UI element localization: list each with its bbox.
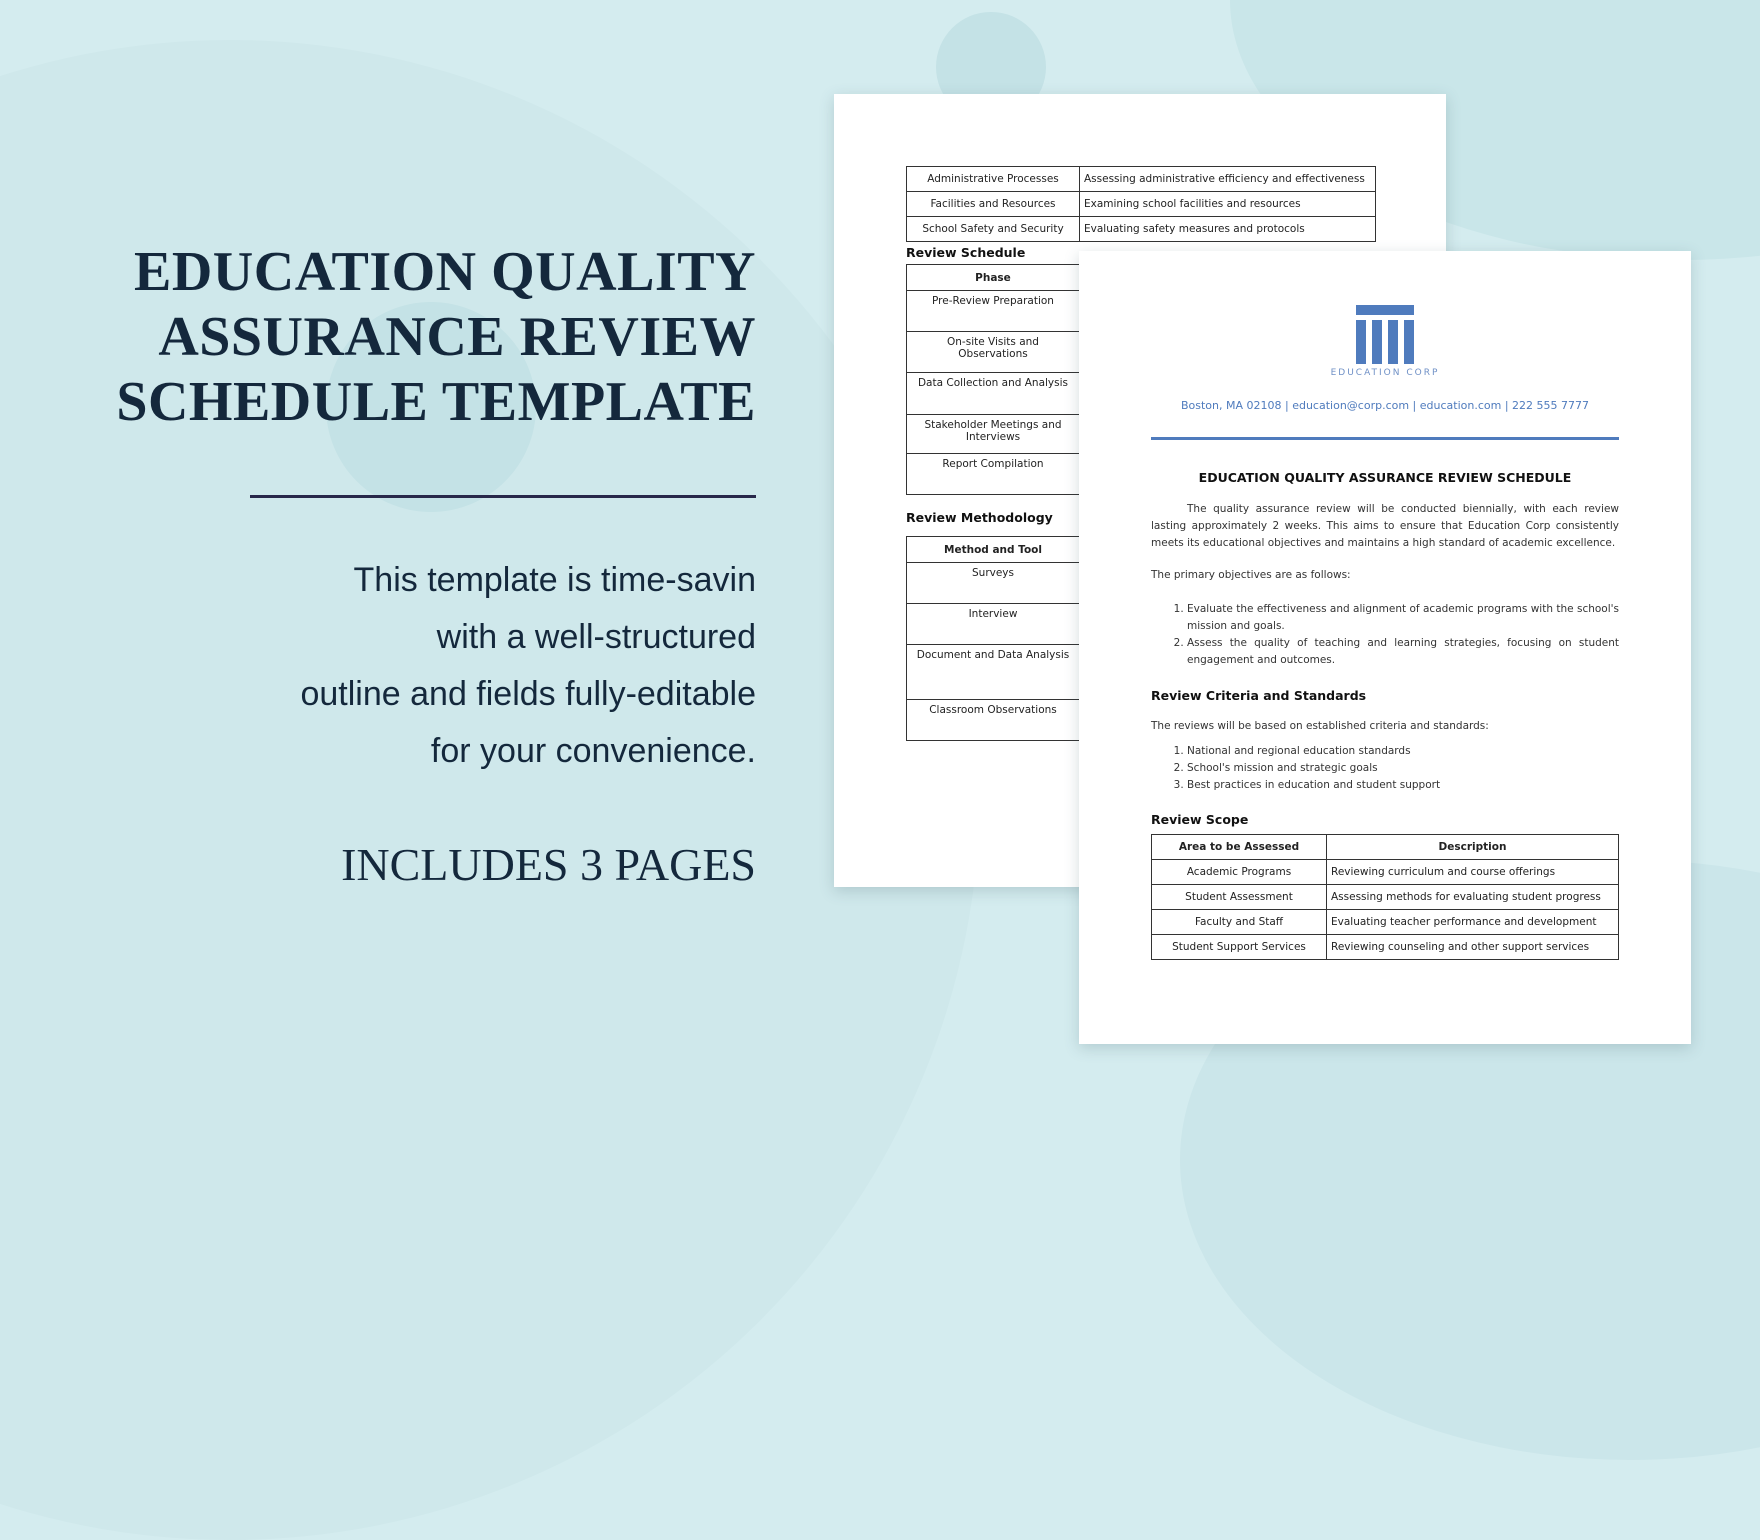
hero-title-line: ASSURANCE REVIEW bbox=[158, 306, 756, 368]
criteria-list bbox=[1151, 743, 1619, 794]
table-row bbox=[907, 167, 1376, 192]
table-row bbox=[907, 192, 1376, 217]
table-row bbox=[907, 332, 1080, 373]
objectives-list bbox=[1151, 601, 1619, 669]
table-row bbox=[907, 373, 1080, 415]
column-header: Description bbox=[1327, 835, 1619, 860]
document-page-front bbox=[1079, 251, 1691, 1044]
table-row bbox=[1152, 885, 1619, 910]
table-cell: Reviewing curriculum and course offerings bbox=[1327, 860, 1619, 885]
table-cell: Administrative Processes bbox=[907, 167, 1080, 192]
section-heading: Review Schedule bbox=[906, 245, 1026, 260]
list-item: 1. National and regional education standards bbox=[1187, 743, 1619, 760]
table-row bbox=[907, 454, 1080, 495]
hero-title-line: SCHEDULE TEMPLATE bbox=[116, 371, 756, 433]
table-row bbox=[907, 291, 1080, 332]
company-name: EDUCATION CORP bbox=[1330, 368, 1440, 378]
table-cell: Interview bbox=[907, 604, 1080, 645]
column-header: Phase bbox=[907, 265, 1080, 291]
table-row bbox=[907, 563, 1080, 604]
table-header-row bbox=[1152, 835, 1619, 860]
description-line: This template is time-savin bbox=[353, 561, 756, 599]
criteria-intro: The reviews will be based on established criteria and standards: bbox=[1151, 720, 1489, 732]
table-cell: Student Assessment bbox=[1152, 885, 1327, 910]
pages-count-label: INCLUDES 3 PAGES bbox=[341, 839, 756, 890]
scope-table bbox=[1151, 834, 1619, 960]
table-row bbox=[907, 604, 1080, 645]
list-item: 3. Best practices in education and student support bbox=[1187, 777, 1619, 794]
table-row bbox=[1152, 935, 1619, 960]
table-row bbox=[1152, 910, 1619, 935]
table-cell: Report Compilation bbox=[907, 454, 1080, 495]
section-heading: Review Methodology bbox=[906, 510, 1053, 525]
contact-line: Boston, MA 02108 | education@corp.com | education.com | 222 555 7777 bbox=[1180, 399, 1590, 412]
table-row bbox=[907, 645, 1080, 700]
description-line: for your convenience. bbox=[430, 732, 756, 770]
table-cell: Reviewing counseling and other support services bbox=[1327, 935, 1619, 960]
table-cell: Data Collection and Analysis bbox=[907, 373, 1080, 415]
table-row bbox=[907, 415, 1080, 454]
table-cell: Evaluating teacher performance and development bbox=[1327, 910, 1619, 935]
schedule-table bbox=[906, 264, 1079, 495]
title-divider bbox=[250, 495, 756, 498]
list-item: 1. Evaluate the effectiveness and alignment of academic programs with the school's mission and goals. bbox=[1187, 601, 1619, 635]
intro-paragraph: The quality assurance review will be conducted biennially, with each review lasting approximately 2 weeks. This aims to ensure that Education Corp consistently meets its educational objectives and maintains a high standard of academic excellence. bbox=[1151, 503, 1619, 549]
hero-description bbox=[100, 552, 756, 780]
table-cell: Pre-Review Preparation bbox=[907, 291, 1080, 332]
list-item: 2. Assess the quality of teaching and learning strategies, focusing on student engagement and outcomes. bbox=[1187, 635, 1619, 669]
table-cell: Academic Programs bbox=[1152, 860, 1327, 885]
table-cell: Classroom Observations bbox=[907, 700, 1080, 741]
column-header: Method and Tool bbox=[907, 537, 1080, 563]
hero-title-line: EDUCATION QUALITY bbox=[134, 241, 756, 303]
table-cell: Assessing methods for evaluating student progress bbox=[1327, 885, 1619, 910]
table-cell: Examining school facilities and resources bbox=[1080, 192, 1376, 217]
table-cell: On-site Visits and Observations bbox=[907, 332, 1080, 373]
assessment-table bbox=[906, 166, 1376, 242]
objectives-intro: The primary objectives are as follows: bbox=[1151, 569, 1351, 581]
hero-title bbox=[100, 240, 756, 435]
description-line: with a well-structured bbox=[436, 618, 756, 656]
header-rule bbox=[1151, 437, 1619, 440]
table-cell: Document and Data Analysis bbox=[907, 645, 1080, 700]
table-row bbox=[907, 700, 1080, 741]
table-cell: Evaluating safety measures and protocols bbox=[1080, 217, 1376, 242]
table-cell: Facilities and Resources bbox=[907, 192, 1080, 217]
table-cell: Surveys bbox=[907, 563, 1080, 604]
section-heading: Review Scope bbox=[1151, 812, 1249, 827]
table-cell: Faculty and Staff bbox=[1152, 910, 1327, 935]
table-cell: Stakeholder Meetings and Interviews bbox=[907, 415, 1080, 454]
list-item: 2. School's mission and strategic goals bbox=[1187, 760, 1619, 777]
section-heading: Review Criteria and Standards bbox=[1151, 688, 1367, 703]
table-row bbox=[1152, 860, 1619, 885]
document-title: EDUCATION QUALITY ASSURANCE REVIEW SCHEDULE bbox=[1198, 470, 1572, 485]
table-header-row bbox=[907, 265, 1080, 291]
table-cell: Student Support Services bbox=[1152, 935, 1327, 960]
table-header-row bbox=[907, 537, 1080, 563]
column-header: Area to be Assessed bbox=[1152, 835, 1327, 860]
table-row bbox=[907, 217, 1376, 242]
table-cell: School Safety and Security bbox=[907, 217, 1080, 242]
methodology-table bbox=[906, 536, 1079, 741]
description-line: outline and fields fully-editable bbox=[300, 675, 756, 713]
table-cell: Assessing administrative efficiency and effectiveness bbox=[1080, 167, 1376, 192]
